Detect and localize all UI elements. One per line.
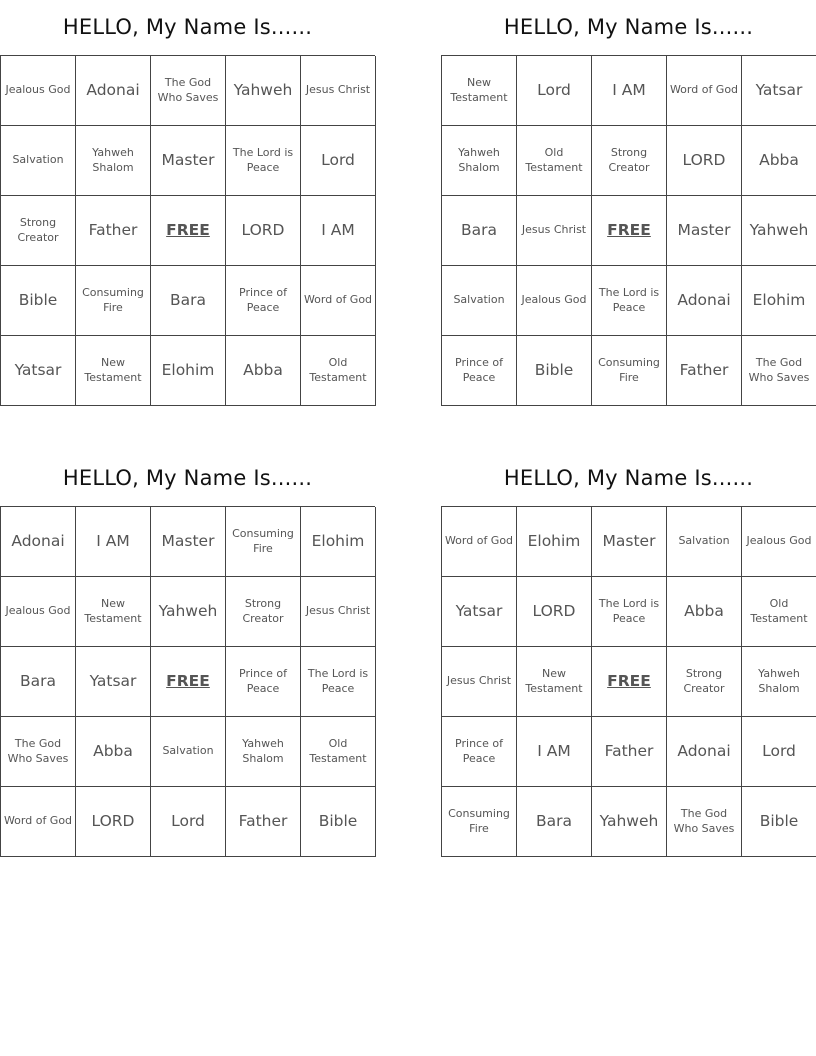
bingo-cell: Strong Creator [1,196,76,266]
bingo-card-1 [0,0,375,406]
bingo-cell: Word of God [442,507,517,577]
bingo-cell: Lord [151,787,226,857]
bingo-cell: Lord [517,56,592,126]
bingo-cell: Word of God [667,56,742,126]
bingo-card-2 [441,0,816,406]
bingo-cell: Word of God [1,787,76,857]
bingo-cell: The God Who Saves [667,787,742,857]
bingo-cell: Old Testament [742,577,816,647]
bingo-cell: Jealous God [1,56,76,126]
bingo-cell: Bara [442,196,517,266]
bingo-cell: Prince of Peace [226,647,301,717]
bingo-cell: Adonai [76,56,151,126]
bingo-cell: Adonai [1,507,76,577]
bingo-cell: Strong Creator [667,647,742,717]
bingo-cell: Bara [151,266,226,336]
bingo-cell: New Testament [76,577,151,647]
bingo-cell: The Lord is Peace [226,126,301,196]
bingo-cell: Yahweh Shalom [742,647,816,717]
card-title: HELLO, My Name Is...... [503,466,754,490]
bingo-cell: Salvation [1,126,76,196]
bingo-cell: Father [226,787,301,857]
bingo-grid [441,506,816,857]
bingo-cell: Yahweh [226,56,301,126]
bingo-cell: Jesus Christ [301,577,376,647]
bingo-cell: Yatsar [742,56,816,126]
bingo-grid [441,55,816,406]
bingo-cell: Salvation [667,507,742,577]
bingo-cell: Elohim [517,507,592,577]
bingo-cell: Bible [517,336,592,406]
bingo-cell: LORD [226,196,301,266]
bingo-cell: Old Testament [517,126,592,196]
bingo-cell: Master [592,507,667,577]
bingo-cell: Consuming Fire [226,507,301,577]
bingo-cell: Strong Creator [592,126,667,196]
bingo-cell: Bible [301,787,376,857]
bingo-cell: Lord [742,717,816,787]
bingo-cell: Yatsar [442,577,517,647]
bingo-cell: Yahweh [151,577,226,647]
bingo-cell: Consuming Fire [76,266,151,336]
bingo-cell: New Testament [442,56,517,126]
card-title: HELLO, My Name Is...... [62,15,313,39]
bingo-cell: Strong Creator [226,577,301,647]
bingo-card-4 [441,451,816,857]
bingo-cell: Prince of Peace [442,717,517,787]
bingo-cell: The Lord is Peace [592,266,667,336]
bingo-cell: The Lord is Peace [592,577,667,647]
bingo-cell: Yatsar [76,647,151,717]
bingo-cell: The Lord is Peace [301,647,376,717]
bingo-cell: I AM [301,196,376,266]
bingo-cell: I AM [76,507,151,577]
bingo-cell: Elohim [301,507,376,577]
bingo-cell: Elohim [151,336,226,406]
bingo-cell: Abba [76,717,151,787]
bingo-cell: Consuming Fire [592,336,667,406]
bingo-cell: Jesus Christ [517,196,592,266]
bingo-cell: Bible [1,266,76,336]
bingo-cell: Old Testament [301,336,376,406]
bingo-cell: Master [151,507,226,577]
free-space-cell: FREE [151,647,226,717]
bingo-cell: New Testament [76,336,151,406]
bingo-cell: Yahweh Shalom [76,126,151,196]
free-space-cell: FREE [592,196,667,266]
bingo-cell: Yahweh [742,196,816,266]
bingo-cell: Bible [742,787,816,857]
bingo-cell: Salvation [442,266,517,336]
bingo-cell: Bara [517,787,592,857]
bingo-cell: Jealous God [517,266,592,336]
bingo-cell: LORD [76,787,151,857]
bingo-cell: Bara [1,647,76,717]
bingo-grid [0,55,375,406]
bingo-cell: Consuming Fire [442,787,517,857]
bingo-cell: Jesus Christ [301,56,376,126]
bingo-cell: The God Who Saves [151,56,226,126]
bingo-cell: Father [667,336,742,406]
bingo-cell: Adonai [667,717,742,787]
bingo-cell: Salvation [151,717,226,787]
bingo-cell: LORD [667,126,742,196]
bingo-cell: The God Who Saves [742,336,816,406]
bingo-cell: Yahweh [592,787,667,857]
bingo-cell: Jealous God [1,577,76,647]
bingo-cell: New Testament [517,647,592,717]
bingo-cell: Yahweh Shalom [442,126,517,196]
bingo-cell: I AM [517,717,592,787]
bingo-cell: Master [151,126,226,196]
bingo-cell: Yatsar [1,336,76,406]
bingo-cell: Abba [226,336,301,406]
bingo-cell: I AM [592,56,667,126]
card-title: HELLO, My Name Is...... [503,15,754,39]
bingo-cell: Prince of Peace [226,266,301,336]
bingo-cell: Master [667,196,742,266]
bingo-cell: Word of God [301,266,376,336]
bingo-cell: Abba [667,577,742,647]
bingo-cell: Old Testament [301,717,376,787]
free-space-cell: FREE [151,196,226,266]
free-space-cell: FREE [592,647,667,717]
bingo-cell: Jesus Christ [442,647,517,717]
bingo-cell: Adonai [667,266,742,336]
bingo-cell: Elohim [742,266,816,336]
bingo-cell: LORD [517,577,592,647]
bingo-cell: Father [592,717,667,787]
bingo-cell: Father [76,196,151,266]
bingo-cell: Jealous God [742,507,816,577]
bingo-card-3 [0,451,375,857]
bingo-grid [0,506,375,857]
bingo-cell: Abba [742,126,816,196]
bingo-cell: Prince of Peace [442,336,517,406]
card-title: HELLO, My Name Is...... [62,466,313,490]
bingo-cell: The God Who Saves [1,717,76,787]
bingo-cell: Yahweh Shalom [226,717,301,787]
bingo-cell: Lord [301,126,376,196]
